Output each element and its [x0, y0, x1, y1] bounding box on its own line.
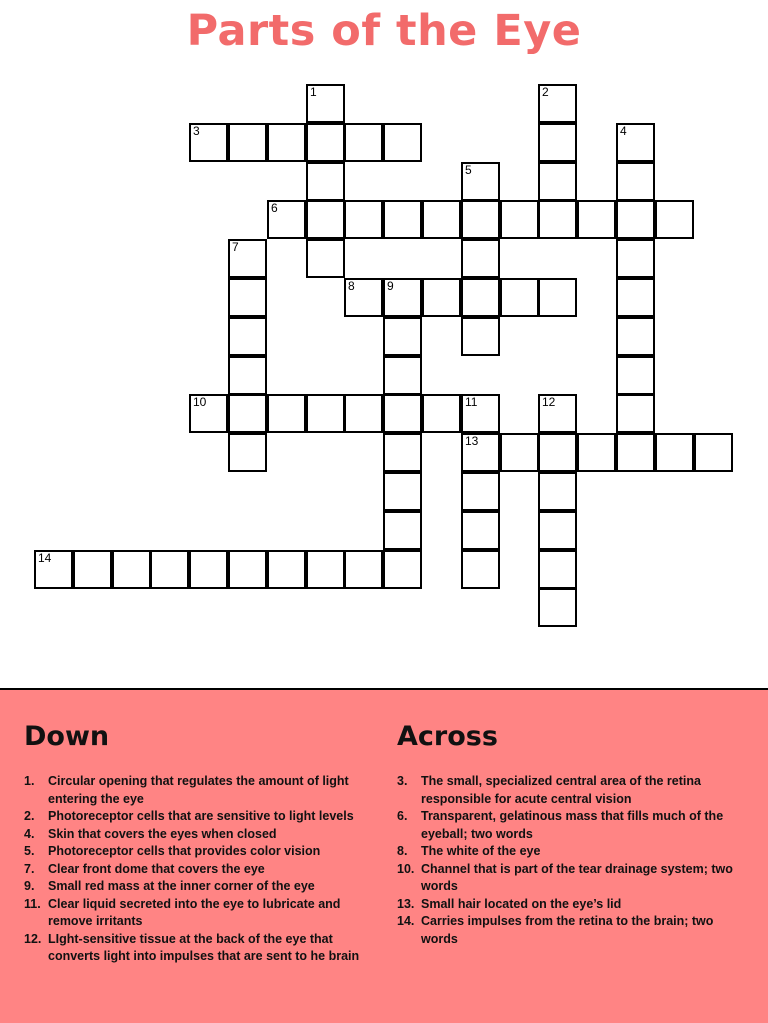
grid-cell[interactable]	[267, 200, 306, 239]
across-clue-list	[397, 773, 749, 948]
clue-item	[24, 826, 376, 844]
clue-item-text: Channel that is part of the tear drainage system; two words	[421, 861, 733, 893]
grid-cell[interactable]	[577, 433, 616, 472]
grid-cell[interactable]	[150, 550, 189, 589]
grid-cell[interactable]	[461, 200, 500, 239]
grid-cell[interactable]	[655, 200, 694, 239]
down-heading: Down	[24, 721, 110, 752]
grid-cell[interactable]	[616, 317, 655, 356]
grid-cell[interactable]	[306, 394, 345, 433]
clue-item-text: The white of the eye	[421, 844, 541, 858]
grid-cell[interactable]	[616, 394, 655, 433]
grid-cell[interactable]	[538, 84, 577, 123]
clue-number: 9	[387, 279, 394, 293]
clue-number: 1	[310, 85, 317, 99]
grid-cell[interactable]	[694, 433, 733, 472]
clue-item-number: 8.	[397, 844, 408, 858]
grid-cell[interactable]	[616, 356, 655, 395]
grid-cell[interactable]	[500, 433, 539, 472]
grid-cell[interactable]	[228, 123, 267, 162]
grid-cell[interactable]	[461, 317, 500, 356]
grid-cell[interactable]	[538, 550, 577, 589]
clue-item	[24, 843, 376, 861]
clue-number: 4	[620, 124, 627, 138]
grid-cell[interactable]	[267, 123, 306, 162]
grid-cell[interactable]	[461, 511, 500, 550]
clue-number: 14	[38, 551, 52, 565]
grid-cell[interactable]	[344, 394, 383, 433]
clue-number: 12	[542, 395, 556, 409]
grid-cell[interactable]	[461, 472, 500, 511]
page-title: Parts of the Eye	[186, 6, 582, 56]
grid-cell[interactable]	[112, 550, 151, 589]
grid-cell[interactable]	[616, 123, 655, 162]
grid-cell[interactable]	[538, 278, 577, 317]
grid-cell[interactable]	[500, 200, 539, 239]
clue-item-number: 6.	[397, 809, 408, 823]
clue-item-text: Photoreceptor cells that are sensitive to light levels	[48, 809, 354, 823]
clue-item	[397, 913, 749, 948]
grid-cell[interactable]	[383, 511, 422, 550]
clue-item-text: Carries impulses from the retina to the brain; two words	[421, 914, 714, 946]
grid-cell[interactable]	[461, 550, 500, 589]
clue-number: 8	[348, 279, 355, 293]
clue-item	[397, 843, 749, 861]
grid-cell[interactable]	[538, 511, 577, 550]
clue-item-number: 14.	[397, 914, 415, 928]
clue-item-text: Photoreceptor cells that provides color vision	[48, 844, 321, 858]
grid-cell[interactable]	[228, 278, 267, 317]
clue-item-text: Small red mass at the inner corner of the eye	[48, 879, 315, 893]
grid-cell[interactable]	[616, 162, 655, 201]
clue-number: 3	[193, 124, 200, 138]
grid-cell[interactable]	[383, 278, 422, 317]
grid-cell[interactable]	[616, 433, 655, 472]
clue-item	[397, 773, 749, 808]
grid-cell[interactable]	[306, 84, 345, 123]
grid-cell[interactable]	[422, 394, 461, 433]
grid-cell[interactable]	[189, 123, 228, 162]
clue-item	[397, 861, 749, 896]
grid-cell[interactable]	[577, 200, 616, 239]
grid-cell[interactable]	[538, 123, 577, 162]
clue-item-number: 5.	[24, 844, 35, 858]
clue-number: 10	[193, 395, 207, 409]
clue-item	[24, 773, 376, 808]
clue-item-number: 7.	[24, 861, 35, 876]
grid-cell[interactable]	[344, 200, 383, 239]
clue-number: 11	[465, 395, 478, 409]
grid-cell[interactable]	[306, 200, 345, 239]
clue-number: 7	[232, 240, 239, 254]
across-heading: Across	[397, 721, 498, 752]
clue-item-number: 10.	[397, 861, 415, 876]
grid-cell[interactable]	[383, 394, 422, 433]
grid-cell[interactable]	[267, 394, 306, 433]
grid-cell[interactable]	[383, 200, 422, 239]
clue-item-text: Clear liquid secreted into the eye to lubricate and remove irritants	[48, 896, 341, 928]
grid-cell[interactable]	[461, 239, 500, 278]
grid-cell[interactable]	[538, 472, 577, 511]
grid-cell[interactable]	[538, 200, 577, 239]
grid-cell[interactable]	[383, 472, 422, 511]
clue-item-number: 3.	[397, 774, 408, 788]
clue-item	[397, 808, 749, 843]
clue-item-text: Skin that covers the eyes when closed	[48, 826, 277, 841]
grid-cell[interactable]	[538, 394, 577, 433]
clue-item-number: 1.	[24, 774, 35, 788]
grid-cell[interactable]	[344, 278, 383, 317]
clue-item-number: 4.	[24, 826, 35, 841]
grid-cell[interactable]	[422, 278, 461, 317]
grid-cell[interactable]	[422, 200, 461, 239]
grid-cell[interactable]	[306, 239, 345, 278]
grid-cell[interactable]	[383, 356, 422, 395]
clue-number: 13	[465, 434, 479, 448]
clue-item	[24, 896, 376, 931]
clue-item-text: Clear front dome that covers the eye	[48, 861, 265, 876]
down-clues	[24, 720, 376, 966]
grid-cell[interactable]	[306, 162, 345, 201]
clue-item-text: Circular opening that regulates the amount of light entering the eye	[48, 774, 349, 806]
grid-cell[interactable]	[500, 278, 539, 317]
clue-item-number: 2.	[24, 809, 35, 823]
clue-item	[24, 931, 376, 966]
grid-cell[interactable]	[267, 550, 306, 589]
grid-cell[interactable]	[189, 550, 228, 589]
grid-cell[interactable]	[34, 550, 73, 589]
grid-cell[interactable]	[73, 550, 112, 589]
grid-cell[interactable]	[383, 123, 422, 162]
grid-cell[interactable]	[616, 200, 655, 239]
grid-cell[interactable]	[655, 433, 694, 472]
grid-cell[interactable]	[306, 123, 345, 162]
grid-cell[interactable]	[461, 162, 500, 201]
grid-cell[interactable]	[228, 550, 267, 589]
clue-item-text: The small, specialized central area of the retina responsible for acute central vision	[421, 774, 701, 806]
clue-number: 6	[271, 201, 278, 215]
down-clue-list	[24, 773, 376, 966]
clue-number: 2	[542, 85, 549, 99]
clue-item-text: Small hair located on the eye’s lid	[421, 896, 622, 911]
grid-cell[interactable]	[616, 239, 655, 278]
grid-cell[interactable]	[383, 317, 422, 356]
grid-cell[interactable]	[461, 278, 500, 317]
grid-cell[interactable]	[461, 394, 500, 433]
grid-cell[interactable]	[538, 588, 577, 627]
grid-cell[interactable]	[228, 433, 267, 472]
clue-item-number: 11.	[24, 896, 41, 911]
clue-item-text: LIght-sensitive tissue at the back of the eye that converts light into impulses that are sent to he brain	[48, 931, 360, 963]
clue-item	[24, 878, 376, 896]
grid-cell[interactable]	[383, 550, 422, 589]
grid-cell[interactable]	[538, 162, 577, 201]
grid-cell[interactable]	[228, 356, 267, 395]
clue-item-number: 12.	[24, 931, 42, 946]
clue-item	[397, 896, 749, 914]
clue-panel	[0, 688, 768, 1023]
grid-cell[interactable]	[306, 550, 345, 589]
clue-item	[24, 808, 376, 826]
clue-number: 5	[465, 163, 472, 177]
grid-cell[interactable]	[228, 317, 267, 356]
clue-item	[24, 861, 376, 879]
clue-item-number: 13.	[397, 896, 415, 911]
grid-cell[interactable]	[228, 394, 267, 433]
clue-item-text: Transparent, gelatinous mass that fills much of the eyeball; two words	[421, 809, 724, 841]
grid-cell[interactable]	[344, 123, 383, 162]
grid-cell[interactable]	[383, 433, 422, 472]
grid-cell[interactable]	[344, 550, 383, 589]
grid-cell[interactable]	[538, 433, 577, 472]
grid-cell[interactable]	[189, 394, 228, 433]
grid-cell[interactable]	[616, 278, 655, 317]
across-clues	[397, 720, 749, 948]
grid-cell[interactable]	[228, 239, 267, 278]
clue-item-number: 9.	[24, 879, 35, 893]
grid-cell[interactable]	[461, 433, 500, 472]
